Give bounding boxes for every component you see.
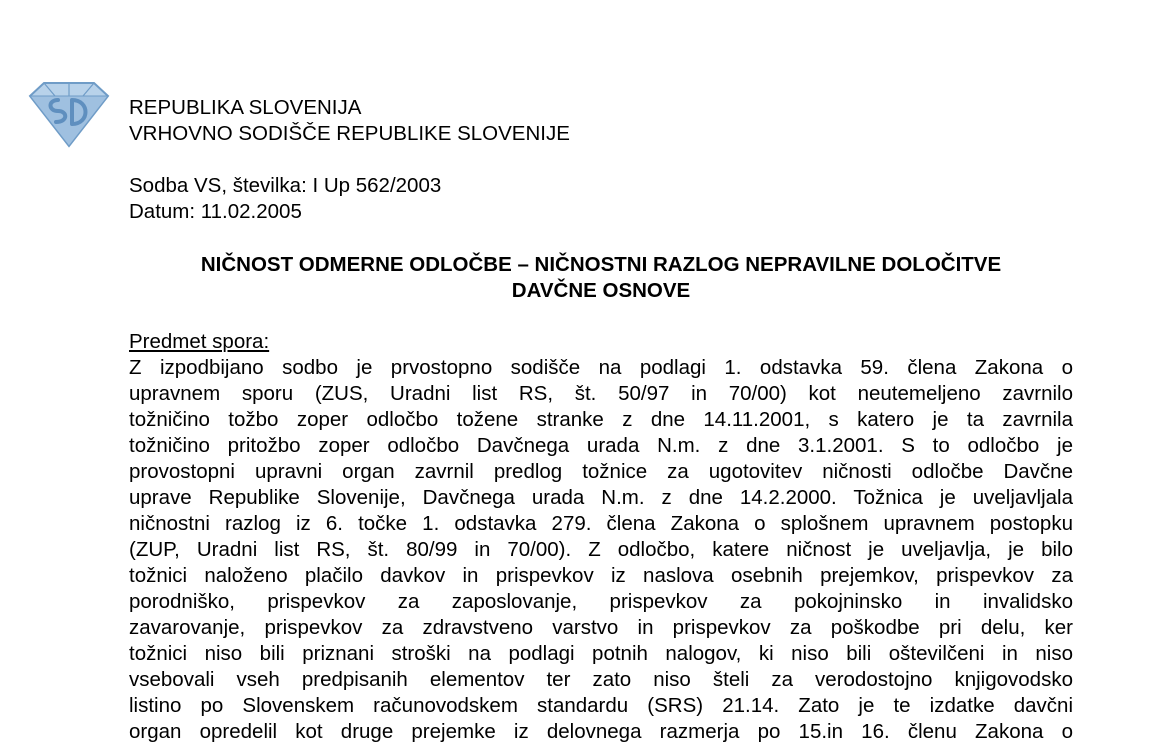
body-line: zavarovanje, prispevkov za zdravstveno varstvo in prispevkov za poškodbe pri delu, ker bbox=[129, 616, 1073, 639]
body-line: (ZUP, Uradni list RS, št. 80/99 in 70/00). Z odločbo, katere ničnost je uveljavlja, je bilo bbox=[129, 538, 1073, 561]
document-title bbox=[129, 252, 1073, 304]
body-line: ničnostni razlog iz 6. točke 1. odstavka 279. člena Zakona o splošnem upravnem postopku bbox=[129, 512, 1073, 535]
court-logo-icon bbox=[28, 80, 110, 148]
body-line: porodniško, prispevkov za zaposlovanje, prispevkov za pokojninsko in invalidsko bbox=[129, 590, 1073, 613]
case-date: Datum: 11.02.2005 bbox=[129, 200, 302, 223]
title-line: DAVČNE OSNOVE bbox=[511, 279, 691, 302]
title-line: NIČNOST ODMERNE ODLOČBE – NIČNOSTNI RAZLOG NEPRAVILNE DOLOČITVE bbox=[200, 253, 1002, 276]
case-info bbox=[129, 173, 441, 225]
body-line: tožnici naloženo plačilo davkov in prispevkov iz naslova osebnih prejemkov, prispevkov za bbox=[129, 564, 1073, 587]
body-line: tožničino tožbo zoper odločbo tožene stranke z dne 14.11.2001, s katero je ta zavrnila bbox=[129, 408, 1073, 431]
body-line: upravnem sporu (ZUS, Uradni list RS, št. 50/97 in 70/00) kot neutemeljeno zavrnilo bbox=[129, 382, 1073, 405]
body-line: tožničino pritožbo zoper odločbo Davčnega urada N.m. z dne 3.1.2001. S to odločbo je bbox=[129, 434, 1073, 457]
body-line: Z izpodbijano sodbo je prvostopno sodišče na podlagi 1. odstavka 59. člena Zakona o bbox=[129, 356, 1073, 379]
court-header bbox=[129, 95, 570, 147]
section-body bbox=[129, 355, 1073, 745]
court-name: VRHOVNO SODIŠČE REPUBLIKE SLOVENIJE bbox=[129, 122, 570, 145]
section-heading: Predmet spora: bbox=[129, 330, 270, 353]
body-line: listino po Slovenskem računovodskem standardu (SRS) 21.14. Zato je te izdatke davčni bbox=[129, 694, 1073, 717]
body-line: provostopni upravni organ zavrnil predlog tožnice za ugotovitev ničnosti odločbe Davčne bbox=[129, 460, 1073, 483]
body-line: vsebovali vseh predpisanih elementov ter zato niso šteli za verodostojno knjigovodsko bbox=[129, 668, 1073, 691]
case-number: Sodba VS, številka: I Up 562/2003 bbox=[129, 174, 442, 197]
body-line: uprave Republike Slovenije, Davčnega urada N.m. z dne 14.2.2000. Tožnica je uveljavljala bbox=[129, 486, 1073, 509]
country-name: REPUBLIKA SLOVENIJA bbox=[129, 96, 362, 119]
body-line: organ opredelil kot druge prejemke iz delovnega razmerja po 15.in 16. členu Zakona o bbox=[129, 720, 1073, 743]
body-line: tožnici niso bili priznani stroški na podlagi potnih nalogov, ki niso bili oštevilčeni in niso bbox=[129, 642, 1073, 665]
